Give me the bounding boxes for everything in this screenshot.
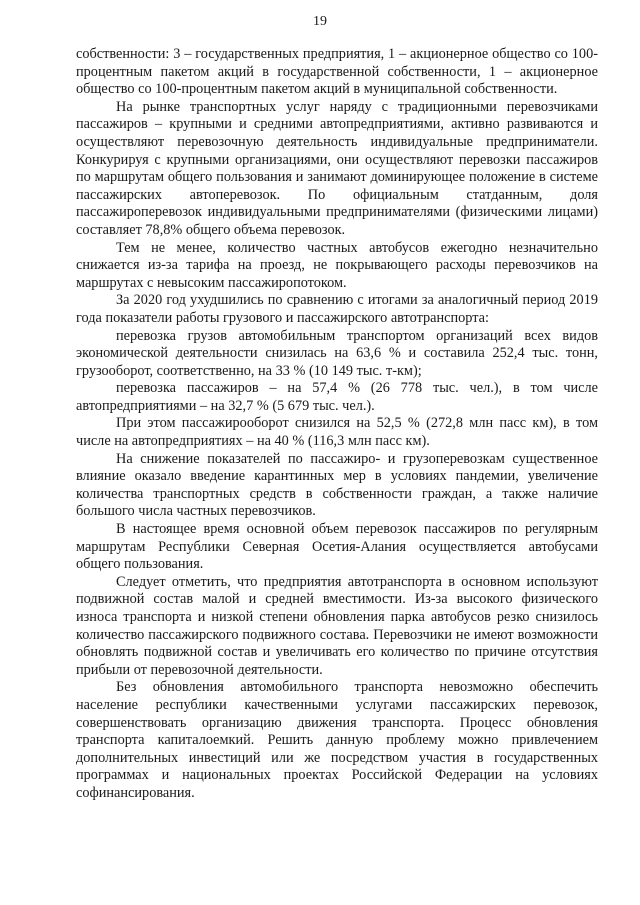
paragraph-10: Следует отметить, что предприятия автотранспорта в основном используют подвижной состав малой и средней вместимости. Из-за высокого физического износа транспорта и низкой степени обновления парка автобусов резко снизилось количество пассажирского подвижного состава. Перевозчики не имеют возможности обновлять подвижной состав и увеличивать его количество по причине отсутствия прибыли от перевозочной деятельности. [76,573,598,678]
paragraph-7: При этом пассажирооборот снизился на 52,5 % (272,8 млн пасс км), в том числе на автопредприятиях – на 40 % (116,3 млн пасс км). [76,415,598,450]
paragraph-5: перевозка грузов автомобильным транспортом организаций всех видов экономической деятельности снизилась на 63,6 % и составила 252,4 тыс. тонн, грузооборот, соответственно, на 33 % (10 149 тыс. т-км); [76,327,598,379]
document-body [76,46,598,803]
paragraph-4: За 2020 год ухудшились по сравнению с итогами за аналогичный период 2019 года показатели работы грузового и пассажирского автотранспорта: [76,292,598,326]
paragraph-9: В настоящее время основной объем перевозок пассажиров по регулярным маршрутам Республики Северная Осетия-Алания осуществляется автобусами общего пользования. [76,521,598,573]
page-number: 19 [313,14,327,29]
paragraph-2: На рынке транспортных услуг наряду с традиционными перевозчиками пассажиров – крупными и средними автопредприятиями, активно развиваются и осуществляют перевозочную деятельность индивидуальные предприниматели. Конкурируя с крупными организациями, они осуществляют перевозки пассажиров по маршрутам общего пользования и занимают доминирующее положение в системе пассажирских автоперевозок. По официальным статданным, доля пассажироперевозок индивидуальными предпринимателями (физическими лицами) составляет 78,8% общего объема перевозок. [76,98,598,238]
paragraph-6: перевозка пассажиров – на 57,4 % (26 778 тыс. чел.), в том числе автопредприятиями – на 32,7 % (5 679 тыс. чел.). [76,380,598,414]
paragraph-3: Тем не менее, количество частных автобусов ежегодно незначительно снижается из-за тарифа на проезд, не покрывающего расходы перевозчиков на маршрутах с невысоким пассажиропотоком. [76,239,598,291]
paragraph-11: Без обновления автомобильного транспорта невозможно обеспечить население республики качественными услугами пассажирских перевозок, совершенствовать организацию движения транспорта. Процесс обновления транспорта капиталоемкий. Решить данную проблему можно привлечением дополнительных инвестиций или же посредством участия в государственных программах и национальных проектах Российской Федерации на условиях софинансирования. [76,679,598,801]
paragraph-1: собственности: 3 – государственных предприятия, 1 – акционерное общество со 100-процентным пакетом акций в государственной собственности, 1 – акционерное общество со 100-процентным пакетом акций в муниципальной собственности. [76,46,598,98]
paragraph-8: На снижение показателей по пассажиро- и грузоперевозкам существенное влияние оказало введение карантинных мер в условиях пандемии, увеличение количества транспортных средств в собственности граждан, а также наличие большого числа частных перевозчиков. [76,450,598,520]
